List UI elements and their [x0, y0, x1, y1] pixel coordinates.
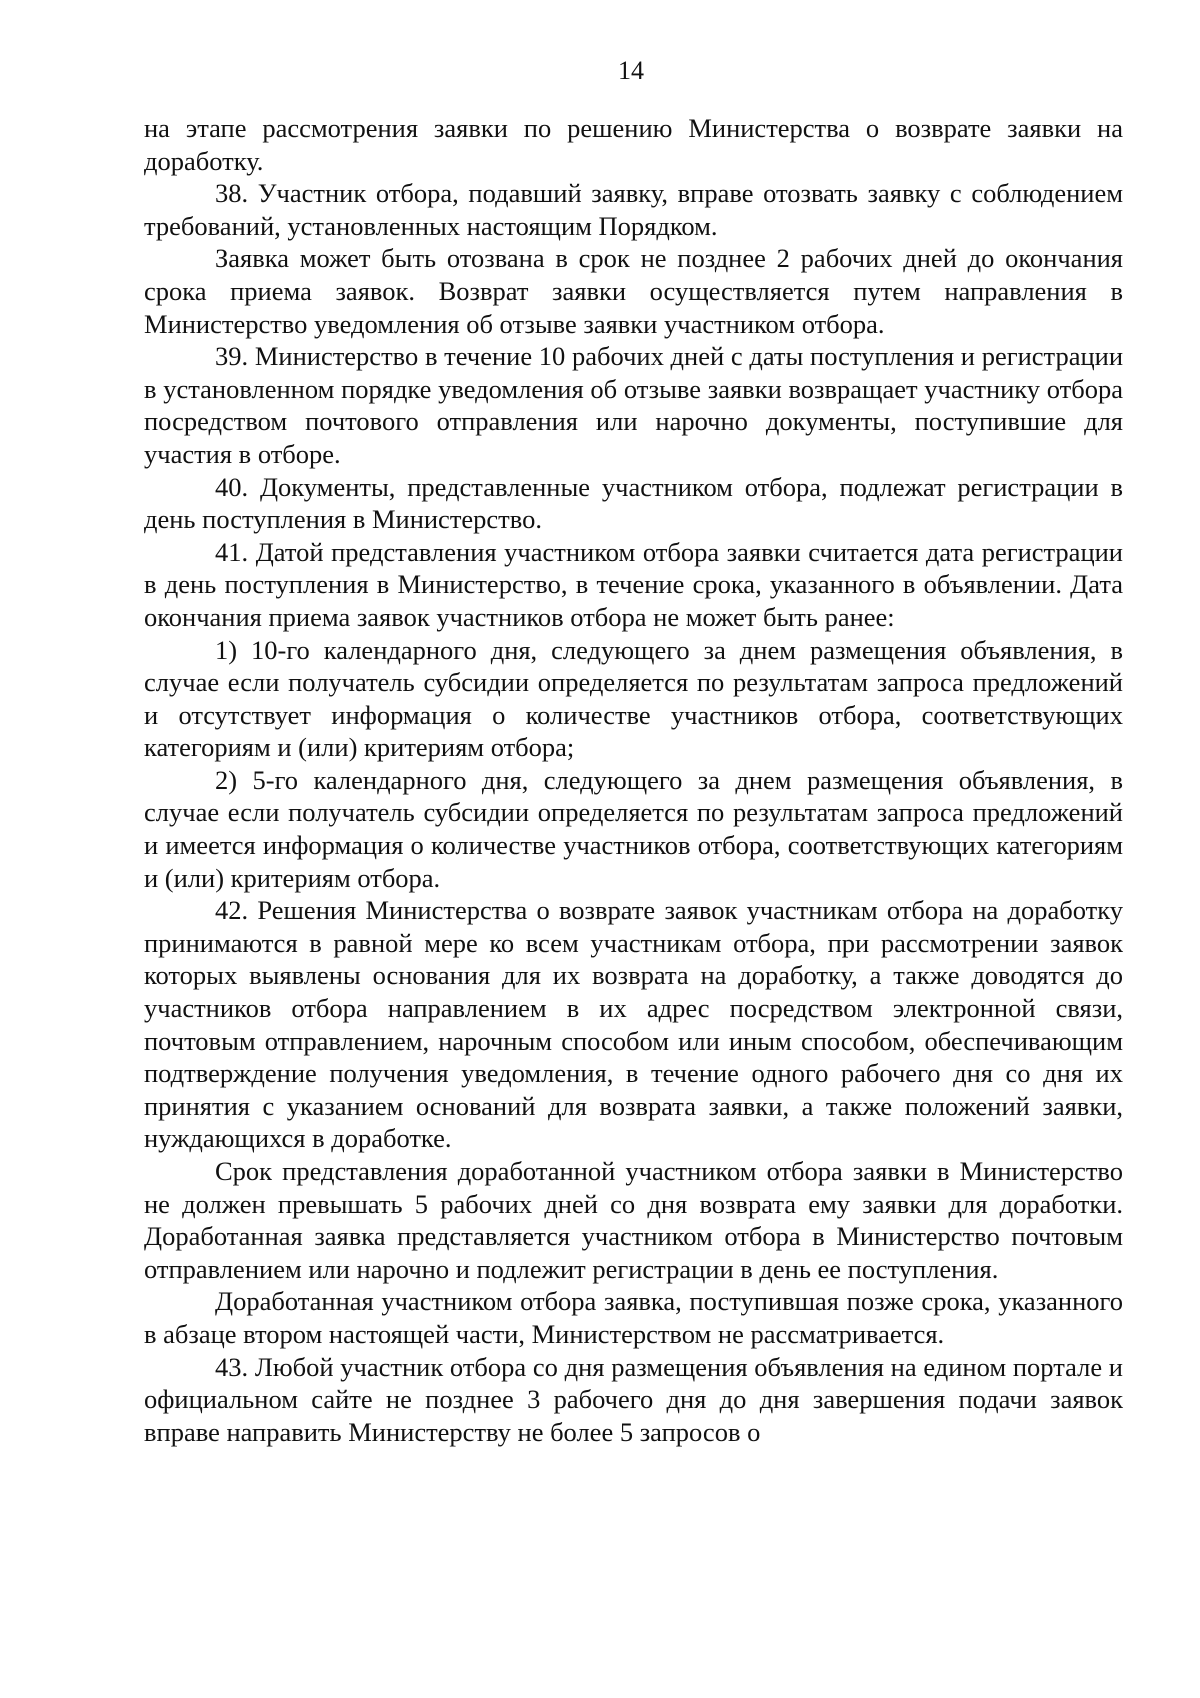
document-body: [144, 112, 1123, 1448]
paragraph-40: 40. Документы, представленные участником отбора, подлежат регистрации в день поступления в Министерство.: [144, 471, 1123, 535]
paragraph-41: 41. Датой представления участником отбора заявки считается дата регистрации в день поступления в Министерство, в течение срока, указанного в объявлении. Дата окончания приема заявок участников отбора не может быть ранее:: [144, 536, 1123, 632]
paragraph-43: 43. Любой участник отбора со дня размещения объявления на едином портале и официальном сайте не позднее 3 рабочего дня до дня завершения подачи заявок вправе направить Министерству не более 5 запросов о: [144, 1351, 1123, 1447]
page-number: 14: [618, 56, 644, 85]
paragraph-42-late-revision: Доработанная участником отбора заявка, поступившая позже срока, указанного в абзаце втором настоящей части, Министерством не рассматривается.: [144, 1286, 1123, 1349]
paragraph-42: 42. Решения Министерства о возврате заявок участникам отбора на доработку принимаются в равной мере ко всем участникам отбора, при рассмотрении заявок которых выявлены основания для их возврата на доработку, а также доводятся до участников отбора направлением в их адрес посредством электронной связи, почтовым отправлением, нарочным способом или иным способом, обеспечивающим подтверждение получения уведомления, в течение одного рабочего дня со дня их принятия с указанием оснований для возврата заявки, а также положений заявки, нуждающихся в доработке.: [144, 895, 1123, 1154]
paragraph-41-item-1: 1) 10-го календарного дня, следующего за днем размещения объявления, в случае если получатель субсидии определяется по результатам запроса предложений и отсутствует информация о количестве участников отбора, соответствующих категориям и (или) критериям отбора;: [144, 634, 1123, 763]
paragraph-38: 38. Участник отбора, подавший заявку, вправе отозвать заявку с соблюдением требований, установленных настоящим Порядком.: [144, 178, 1123, 241]
paragraph-39: 39. Министерство в течение 10 рабочих дней с даты поступления и регистрации в установленном порядке уведомления об отзыве заявки возвращает участнику отбора посредством почтового отправления или нарочно документы, поступившие для участия в отборе.: [144, 341, 1123, 469]
paragraph-38-withdrawal-term: Заявка может быть отозвана в срок не позднее 2 рабочих дней до окончания срока приема заявок. Возврат заявки осуществляется путем направления в Министерство уведомления об отзыве заявки участником отбора.: [144, 243, 1123, 339]
paragraph-41-item-2: 2) 5-го календарного дня, следующего за днем размещения объявления, в случае если получатель субсидии определяется по результатам запроса предложений и имеется информация о количестве участников отбора, соответствующих категориям и (или) критериям отбора.: [144, 764, 1123, 893]
paragraph-continuation: на этапе рассмотрения заявки по решению Министерства о возврате заявки на доработку.: [144, 113, 1123, 176]
paragraph-42-revision-term: Срок представления доработанной участником отбора заявки в Министерство не должен превышать 5 рабочих дней со дня возврата ему заявки для доработки. Доработанная заявка представляется участником отбора в Министерство почтовым отправлением или нарочно и подлежит регистрации в день ее поступления.: [144, 1156, 1123, 1284]
